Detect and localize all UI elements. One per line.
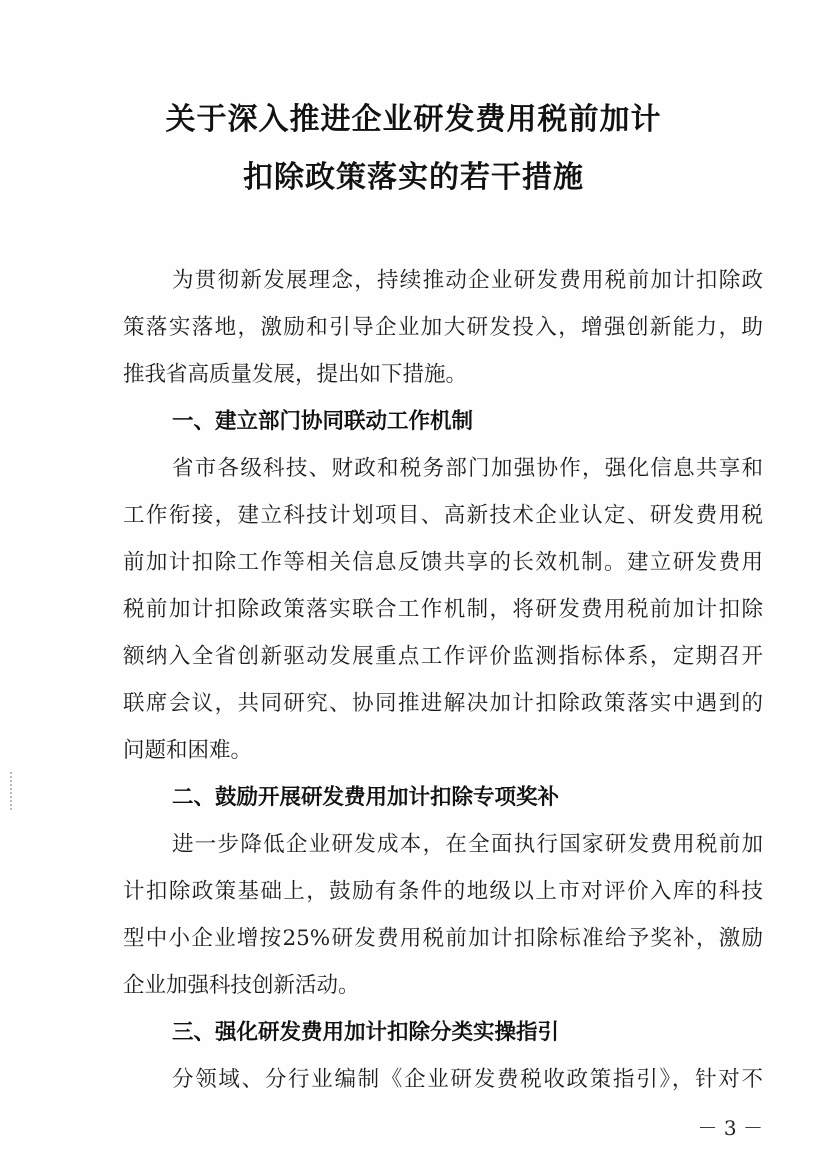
- section-2-line-3: 型中小企业增按25%研发费用税前加计扣除标准给予奖补，激励: [123, 926, 763, 951]
- section-1-line-3: 前加计扣除工作等相关信息反馈共享的长效机制。建立研发费用: [123, 550, 763, 575]
- intro-line-2: 策落实落地，激励和引导企业加大研发投入，增强创新能力，助: [123, 315, 763, 340]
- section-3-line-1: 分领域、分行业编制《企业研发费税收政策指引》，针对不: [172, 1067, 763, 1092]
- section-1-line-7: 问题和困难。: [123, 738, 253, 763]
- section-1-line-2: 工作衔接，建立科技计划项目、高新技术企业认定、研发费用税: [123, 503, 763, 528]
- intro-line-3: 推我省高质量发展，提出如下措施。: [123, 362, 468, 387]
- section-2-line-4: 企业加强科技创新活动。: [123, 973, 360, 998]
- scan-edge-marks: [10, 772, 14, 810]
- section-2-heading: 二、鼓励开展研发费用加计扣除专项奖补: [172, 785, 560, 810]
- document-title-line-1: 关于深入推进企业研发费用税前加计: [165, 102, 662, 137]
- section-3-heading: 三、强化研发费用加计扣除分类实操指引: [172, 1020, 560, 1045]
- page-number: － 3 －: [697, 1116, 763, 1140]
- section-2-line-1: 进一步降低企业研发成本，在全面执行国家研发费用税前加: [172, 832, 763, 857]
- document-title-line-2: 扣除政策落实的若干措施: [243, 160, 584, 195]
- intro-line-1: 为贯彻新发展理念，持续推动企业研发费用税前加计扣除政: [172, 268, 763, 293]
- section-1-line-6: 联席会议，共同研究、协同推进解决加计扣除政策落实中遇到的: [123, 691, 763, 716]
- section-1-heading: 一、建立部门协同联动工作机制: [172, 409, 474, 434]
- section-1-line-4: 税前加计扣除政策落实联合工作机制，将研发费用税前加计扣除: [123, 597, 763, 622]
- section-1-line-5: 额纳入全省创新驱动发展重点工作评价监测指标体系，定期召开: [123, 644, 763, 669]
- section-1-line-1: 省市各级科技、财政和税务部门加强协作，强化信息共享和: [172, 456, 763, 481]
- section-2-line-2: 计扣除政策基础上，鼓励有条件的地级以上市对评价入库的科技: [123, 879, 763, 904]
